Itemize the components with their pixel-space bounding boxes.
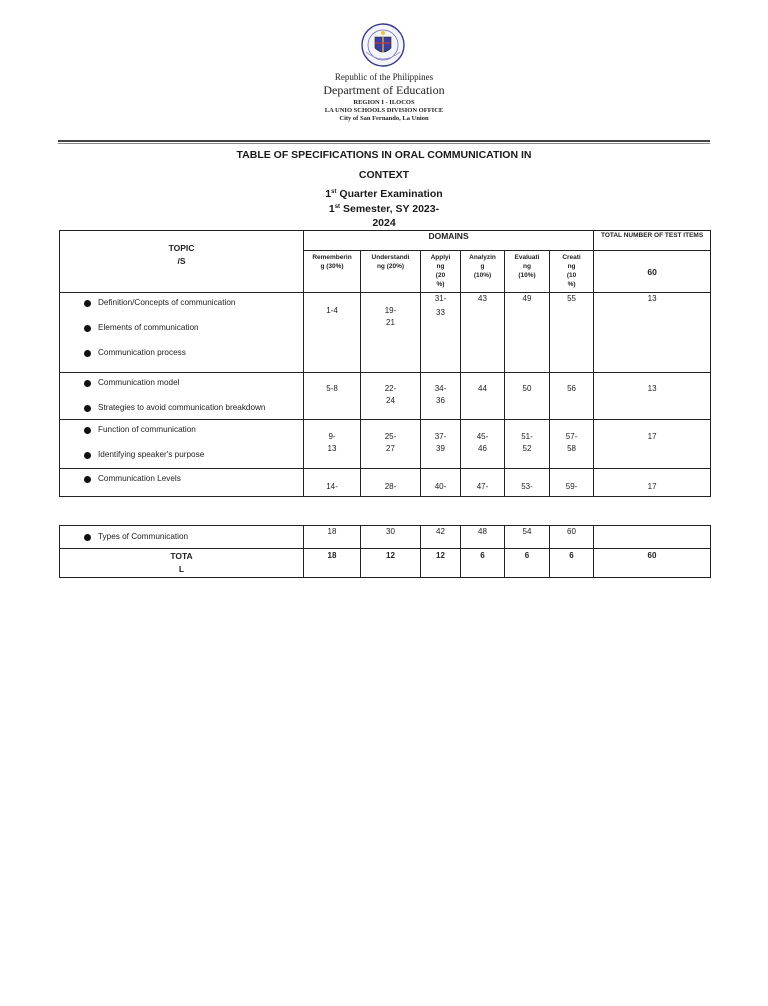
topic-text: Strategies to avoid communication breakdown: [98, 403, 266, 412]
topic-item: [60, 449, 303, 465]
item-range: 27: [386, 444, 395, 453]
item-range: 45-: [476, 432, 489, 441]
table-row: [60, 526, 711, 549]
item-cell: [461, 293, 505, 373]
bullet-icon: [84, 325, 91, 332]
exam-quarter: [0, 188, 768, 200]
item-cell: [361, 293, 421, 373]
item-range: 34-: [434, 384, 447, 393]
domain-line: (10%): [473, 272, 492, 279]
topic-text: Function of communication: [98, 425, 196, 434]
topic-header-line1: TOPIC: [168, 243, 195, 253]
semester-text: Semester, SY 2023-: [340, 203, 440, 215]
domain-line: %): [567, 281, 576, 288]
topic-header: [60, 231, 304, 293]
item-cell: [361, 420, 421, 469]
header-divider-thin: [58, 143, 710, 144]
item-range: 39: [436, 444, 445, 453]
item-cell: [550, 469, 594, 497]
row-total: 13: [594, 293, 711, 373]
topic-item: [60, 424, 303, 449]
bullet-icon: [84, 452, 91, 459]
quarter-suffix: st: [331, 189, 337, 195]
total-row: [60, 549, 711, 578]
item-cell: [361, 373, 421, 420]
item-range: 21: [386, 318, 395, 327]
topic-text: Types of Communication: [98, 532, 189, 541]
item-range: 46: [478, 444, 487, 453]
item-cell: [304, 469, 361, 497]
semester-suffix: st: [334, 204, 341, 210]
domain-creating: [550, 251, 594, 293]
item-cell: 60: [550, 526, 594, 549]
topic-header-line2: /S: [177, 256, 186, 266]
total-value: 12: [361, 549, 421, 578]
topic-item: [60, 347, 303, 372]
topic-item: [60, 297, 303, 322]
total-items-header: TOTAL NUMBER OF TEST ITEMS: [594, 231, 711, 251]
semester-line: [0, 203, 768, 215]
domain-line: Rememberin: [312, 254, 352, 261]
domain-line: (10: [566, 272, 577, 279]
domain-line: ng: [567, 263, 576, 270]
item-cell: [304, 373, 361, 420]
total-value: 6: [461, 549, 505, 578]
item-range: 57-: [565, 432, 578, 441]
table-row: [60, 373, 711, 420]
total-value: 18: [304, 549, 361, 578]
domain-line: g (30%): [320, 263, 344, 270]
republic-line: Republic of the Philippines: [334, 72, 434, 82]
item-cell: 42: [421, 526, 461, 549]
item-cell: [505, 373, 550, 420]
domain-analyzing: [461, 251, 505, 293]
item-cell: 54: [505, 526, 550, 549]
domain-line: (20: [435, 272, 446, 279]
row-total: [594, 526, 711, 549]
item-cell: [505, 420, 550, 469]
table-row: [60, 293, 711, 373]
item-range: 58: [567, 444, 576, 453]
domain-applying: [421, 251, 461, 293]
item-range: 56: [567, 384, 576, 393]
item-range: 33: [436, 308, 445, 317]
topic-text: Identifying speaker's purpose: [98, 450, 205, 459]
domain-line: ng: [436, 263, 445, 270]
doc-title-line1: TABLE OF SPECIFICATIONS IN ORAL COMMUNICATION IN: [236, 149, 532, 161]
item-range: 59-: [565, 482, 578, 491]
item-cell: 18: [304, 526, 361, 549]
domain-line: Creati: [562, 254, 581, 261]
domain-line: ng (20%): [376, 263, 405, 270]
item-cell: [550, 373, 594, 420]
item-cell: [505, 469, 550, 497]
item-range: 40-: [434, 482, 447, 491]
item-range: 13: [327, 444, 337, 453]
item-cell: [461, 469, 505, 497]
item-cell: [421, 373, 461, 420]
domain-line: Analyzin: [469, 254, 496, 261]
topic-item: [60, 473, 303, 489]
header-divider: [58, 140, 710, 142]
specifications-table: [59, 230, 711, 497]
bullet-icon: [84, 380, 91, 387]
domain-line: %): [436, 281, 445, 288]
item-range: 31-: [434, 294, 447, 303]
domain-remembering: [304, 251, 361, 293]
region-line: REGION I - ILOCOS: [353, 99, 415, 106]
domain-understanding: [361, 251, 421, 293]
city-line: City of San Fernando, La Union: [339, 115, 429, 122]
department-name: Department of Education: [323, 83, 445, 97]
item-cell: [550, 293, 594, 373]
total-value: 12: [421, 549, 461, 578]
quarter-number: 1: [325, 188, 332, 200]
topic-item: [60, 322, 303, 347]
bullet-icon: [84, 300, 91, 307]
semester-number: 1: [328, 203, 335, 215]
domain-evaluating: [505, 251, 550, 293]
item-cell: [304, 420, 361, 469]
bullet-icon: [84, 350, 91, 357]
table-row: [60, 469, 711, 497]
bullet-icon: [84, 427, 91, 434]
item-range: 55: [567, 294, 576, 303]
item-range: 25-: [384, 432, 397, 441]
topic-cell: [60, 526, 304, 549]
topic-cell: [60, 469, 304, 497]
domain-line: Understandi: [371, 254, 410, 261]
item-cell: [421, 293, 461, 373]
table-row: [60, 420, 711, 469]
total-value: 6: [505, 549, 550, 578]
topic-text: Communication Levels: [98, 474, 181, 483]
item-range: 49: [522, 294, 532, 303]
domain-line: (10%): [518, 272, 536, 279]
item-range: 52: [522, 444, 532, 453]
item-cell: 48: [461, 526, 505, 549]
item-range: 36: [436, 396, 445, 405]
topic-text: Communication process: [98, 348, 186, 357]
division-line: LA UNIO SCHOOLS DIVISION OFFICE: [324, 107, 444, 114]
bullet-icon: [84, 476, 91, 483]
item-cell: [461, 420, 505, 469]
topic-cell: [60, 420, 304, 469]
item-cell: [361, 469, 421, 497]
topic-text: Definition/Concepts of communication: [98, 298, 236, 307]
domain-line: Applyi: [430, 254, 451, 261]
item-cell: [461, 373, 505, 420]
item-range: 47-: [476, 482, 489, 491]
topic-text: Elements of communication: [98, 323, 199, 332]
doc-title-line2: CONTEXT: [358, 169, 410, 181]
item-range: 1-4: [326, 306, 338, 315]
item-range: 28-: [384, 482, 397, 491]
item-cell: [505, 293, 550, 373]
topic-text: Communication model: [98, 378, 180, 387]
bullet-icon: [84, 534, 91, 541]
item-range: 22-: [384, 384, 397, 393]
domain-line: g: [480, 263, 485, 270]
deped-seal-logo: [358, 22, 408, 68]
item-range: 37-: [434, 432, 447, 441]
item-range: 14-: [326, 482, 338, 491]
item-cell: [304, 293, 361, 373]
item-cell: [421, 469, 461, 497]
total-items-value: 60: [594, 251, 711, 293]
total-label-line2: L: [178, 564, 185, 574]
item-range: 43: [478, 294, 487, 303]
grand-total: 60: [594, 549, 711, 578]
total-label-line1: TOTA: [170, 551, 193, 561]
total-value: 6: [550, 549, 594, 578]
topic-item: [60, 531, 303, 545]
topic-item: [60, 377, 303, 402]
item-range: 19-: [384, 306, 397, 315]
domain-line: ng: [523, 263, 531, 270]
item-cell: [550, 420, 594, 469]
row-total: 13: [594, 373, 711, 420]
item-range: 5-8: [326, 384, 338, 393]
total-label: [60, 549, 304, 578]
item-cell: [421, 420, 461, 469]
topic-cell: [60, 373, 304, 420]
row-total: 17: [594, 469, 711, 497]
item-range: 24: [386, 396, 395, 405]
domains-header: DOMAINS: [304, 231, 594, 251]
item-range: 50: [522, 384, 532, 393]
item-range: 51-: [521, 432, 533, 441]
topic-cell: [60, 293, 304, 373]
item-range: 9-: [328, 432, 336, 441]
topic-item: [60, 402, 303, 418]
row-total: 17: [594, 420, 711, 469]
item-range: 44: [478, 384, 487, 393]
bullet-icon: [84, 405, 91, 412]
domain-line: Evaluati: [514, 254, 540, 261]
item-cell: 30: [361, 526, 421, 549]
item-range: 53-: [521, 482, 533, 491]
specifications-table-continued: [59, 525, 711, 578]
quarter-text: Quarter Examination: [336, 188, 443, 200]
school-year-end: 2024: [372, 217, 396, 229]
